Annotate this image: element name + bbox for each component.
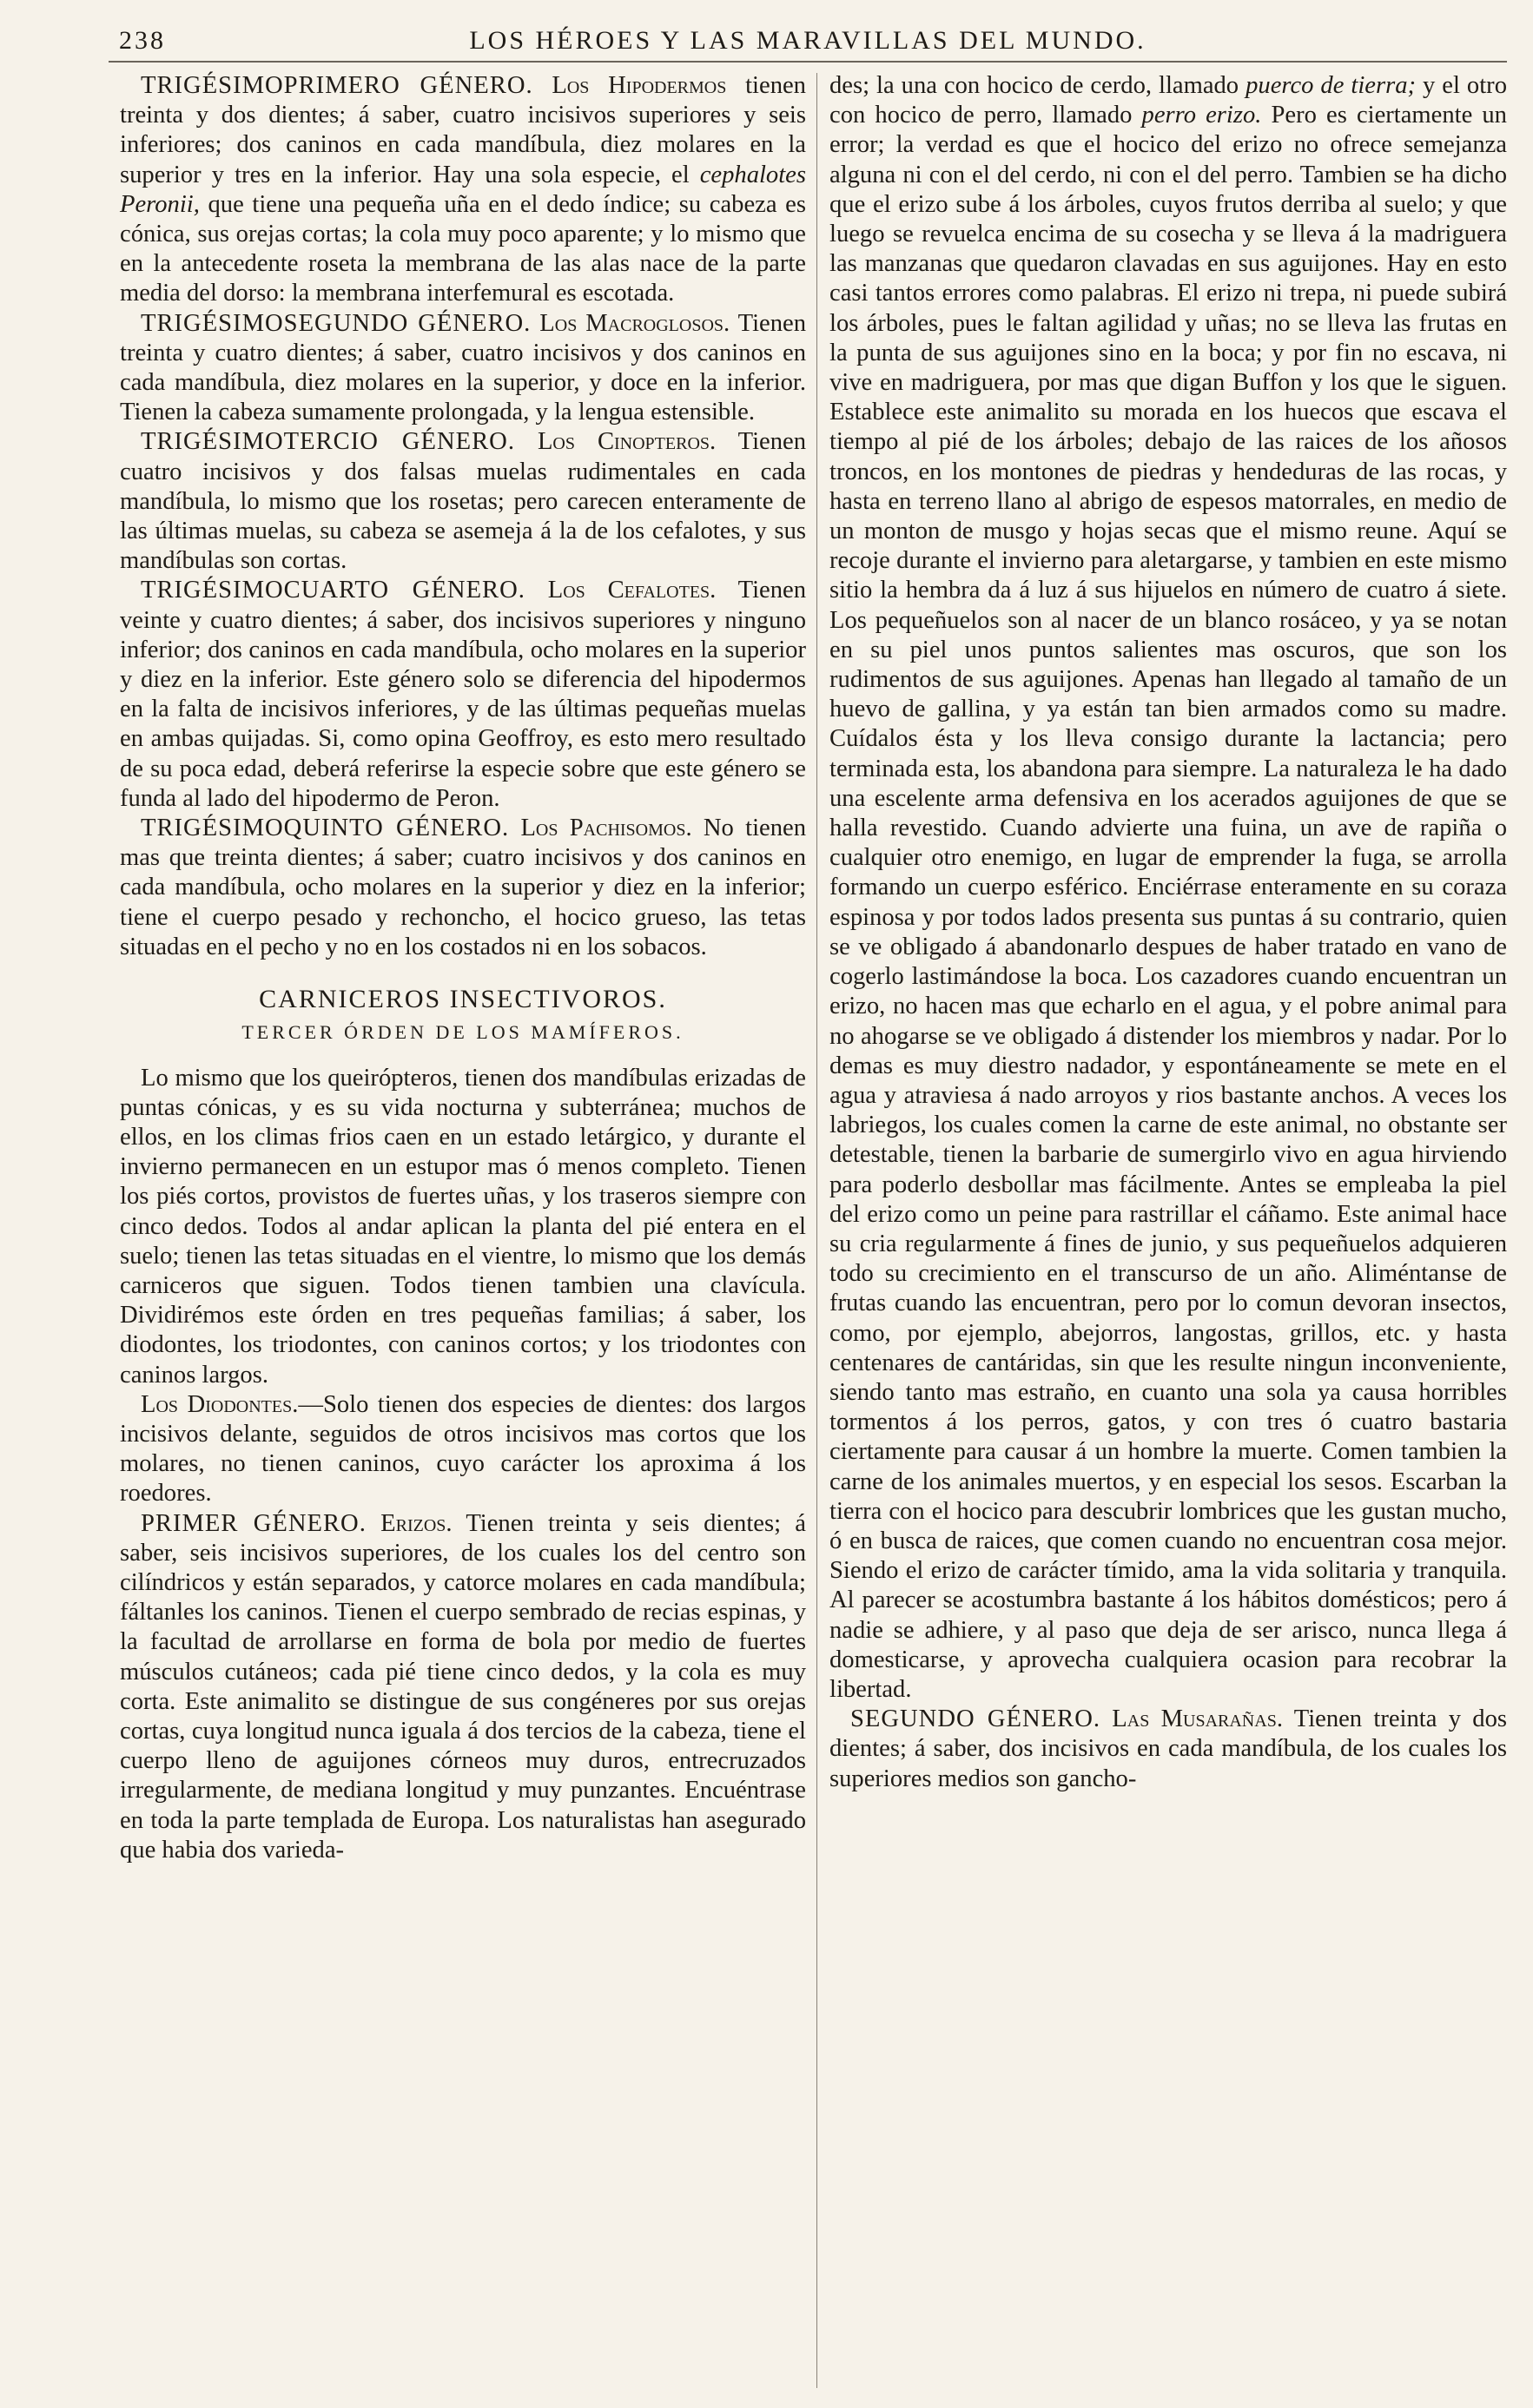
paragraph-musaranas: SEGUNDO GÉNERO. Las Musarañas. Tienen treinta y dos dientes; á saber, dos incisivos en cada mandíbula, de los cuales los superiores medios son gancho- [829,1705,1507,1792]
paragraph-hipodermos: TRIGÉSIMOPRIMERO GÉNERO. Los Hipodermos tienen treinta y dos dientes; á saber, cuatro incisivos superiores y seis inferiores; dos caninos en cada mandíbula, diez molares en la superior y tres en la inferior. Hay una sola especie, el cephalotes Peronii, que tiene una pequeña uña en el dedo índice; su cabeza es cónica, sus orejas cortas; la cola muy poco aparente; y lo mismo que en la antecedente roseta la membrana de las alas nace de la parte media del dorso: la membrana interfemural es escotada. [120,72,806,307]
section-title: CARNICEROS INSECTIVOROS. [259,985,667,1014]
paragraph-cefalotes: TRIGÉSIMOCUARTO GÉNERO. Los Cefalotes. Tienen veinte y cuatro dientes; á saber, dos incisivos superiores y ninguno inferior; dos caninos en cada mandíbula, ocho molares en la superior y diez en la inferior. Este género solo se diferencia del hipodermos en la falta de incisivos inferiores, y de las últimas pequeñas muelas en ambas quijadas. Si, como opina Geoffroy, es esto mero resultado de su poca edad, deberá referirse la especie sobre que este género se funda al lado del hipodermo de Peron. [120,577,807,812]
page-number: 238 [119,26,166,55]
section-subtitle: TERCER ÓRDEN DE LOS MAMÍFEROS. [241,1021,684,1044]
paragraph-diodontes: Los Diodontes.—Solo tienen dos especies de dientes: dos largos incisivos delante, seguidos de otros incisivos mas cortos que los molares, no tienen caninos, cuyo carácter los aproxima á los roedores. [120,1390,806,1507]
running-title: LOS HÉROES Y LAS MARAVILLAS DEL MUNDO. [469,26,1146,55]
header-rule [109,61,1507,63]
paragraph-insectivoros-intro: Lo mismo que los queirópteros, tienen dos mandíbulas erizadas de puntas cónicas, y es su vida nocturna y subterránea; muchos de ellos, en los climas frios caen en un estado letárgico, y durante el invierno permanecen en un estupor mas ó menos completo. Tienen los piés cortos, provistos de fuertes uñas, y los traseros siempre con cinco dedos. Todos al andar aplican la planta del pié entera en el suelo; tienen las tetas situadas en el vientre, lo mismo que los demás carniceros que siguen. Todos tienen tambien una clavícula. Dividirémos este órden en tres pequeñas familias; á saber, los diodontes, los triodontes, con caninos cortos; y los triodontes con caninos largos. [120,1064,806,1389]
paragraph-erizos: PRIMER GÉNERO. Erizos. Tienen treinta y seis dientes; á saber, seis incisivos superiores, de los cuales los del centro son cilíndricos y están separados, y catorce molares en cada mandíbula; fáltanles los caninos. Tienen el cuerpo sembrado de recias espinas, y la facultad de arrollarse en forma de bola por medio de fuertes músculos cutáneos; cada pié tiene cinco dedos, y la cola es muy corta. Este animalito se distingue de sus congéneres por sus orejas cortas, cuya longitud nunca iguala á dos tercios de la cabeza, tiene el cuerpo lleno de aguijones córneos muy duros, entrecruzados irregularmente, de mediana longitud y muy punzantes. Encuéntrase en toda la parte templada de Europa. Los naturalistas han asegurado que habia dos varieda- [120,1509,806,1864]
page-header [109,19,1507,63]
column-divider [816,73,817,2388]
paragraph-cinopteros: TRIGÉSIMOTERCIO GÉNERO. Los Cinopteros. Tienen cuatro incisivos y dos falsas muelas rudimentales en cada mandíbula, lo mismo que los rosetas; pero carecen enteramente de las últimas muelas, su cabeza se asemeja á la de los cefalotes, y sus mandíbulas son cortas. [120,428,807,575]
paragraph-pachisomos: TRIGÉSIMOQUINTO GÉNERO. Los Pachisomos. No tienen mas que treinta dientes; á saber; cuatro incisivos y dos caninos en cada mandíbula, ocho molares en la superior y diez en la inferior; tiene el cuerpo pesado y rechoncho, el hocico grueso, las tetas situadas en el pecho y no en los costados ni en los sobacos. [120,815,807,960]
left-column [120,71,806,1865]
paragraph-macroglosos: TRIGÉSIMOSEGUNDO GÉNERO. Los Macroglosos. Tienen treinta y cuatro dientes; á saber, cuatro incisivos y dos caninos en cada mandíbula, diez molares en la superior, y doce en la inferior. Tienen la cabeza sumamente prolongada, y la lengua estensible. [120,309,806,426]
paragraph-erizo-continued: des; la una con hocico de cerdo, llamado puerco de tierra; y el otro con hocico de perro, llamado perro erizo. Pero es ciertamente un error; la verdad es que el hocico del erizo no ofrece semejanza alguna ni con el del cerdo, ni con el del perro. Tambien se ha dicho que el erizo sube á los árboles, cuyos frutos derriba al suelo; y que luego se revuelca encima de su cosecha y se lleva á la madriguera las manzanas que quedaron clavadas en sus aguijones. Hay en esto casi tantos errores como palabras. El erizo ni trepa, ni puede subirá los árboles, pues le faltan agilidad y uñas; no se lleva las frutas en la punta de sus aguijones sino en la boca; y por fin no escava, ni vive en madriguera, por mas que digan Buffon y los que le siguen. Establece este animalito su morada en los huecos que escava el tiempo al pié de los árboles; debajo de las raices de los añosos troncos, en los montones de piedras y hendeduras de las rocas, y hasta en terreno llano al abrigo de espesos matorrales, en medio de un monton de musgo y hojas secas que el mismo reune. Aquí se recoje durante el invierno para aletargarse, y tambien en este mismo sitio la hembra da á luz á sus hijuelos en número de cuatro á siete. Los pequeñuelos son al nacer de un blanco rosáceo, y ya se notan en su piel unos puntos salientes mas oscuros, que son los rudimentos de sus aguijones. Apenas han llegado al tamaño de un huevo de gallina, y ya están tan bien armados como su madre. Cuídalos ésta y los lleva consigo durante la lactancia; pero terminada esta, los abandona para siempre. La naturaleza le ha dado una escelente arma defensiva en los acerados aguijones de que se halla revestido. Cuando advierte una fuina, un ave de rapiña o cualquier otro enemigo, en lugar de emprender la fuga, se arrolla formando un cuerpo esférico. Enciérrase enteramente en su coraza espinosa y por todos lados presenta sus puntas á su contrario, quien se ve obligado á abandonarlo despues de haber tratado en vano de cogerlo lastimándose la boca. Los cazadores cuando encuentran un erizo, no hacen mas que echarlo en el agua, y el pobre animal para no ahogarse se ve obligado á distender los miembros y nadar. Por lo demas es muy diestro nadador, y espontáneamente se mete en el agua y atraviesa á nado arroyos y rios bastante anchos. A veces los labriegos, los cuales comen la carne de este animal, no obstante ser detestable, tienen la barbarie de sumergirlo vivo en agua hirviendo para poderlo desbollar mas fácilmente. Antes se empleaba la piel del erizo como un peine para rastrillar el cáñamo. Este animal hace su cria regularmente á fines de junio, y sus pequeñuelos adquieren todo su crecimiento en el transcurso de un año. Aliméntanse de frutas cuando las encuentran, pero por lo comun devoran insectos, como, por ejemplo, abejorros, langostas, grillos, etc. y hasta centenares de cantáridas, sin que les resulte ningun inconveniente, siendo tanto mas estraño, en cuanto una sola ya causa horribles tormentos á los perros, gatos, y con tres ó cuatro bastaria ciertamente para causar á un hombre la muerte. Comen tambien la carne de los animales muertos, y en especial los sesos. Escarban la tierra con el hocico para descubrir lombrices que les gustan mucho, ó en busca de raices, que comen cuando no encuentran cosa mejor. Siendo el erizo de carácter tímido, ama la vida solitaria y tranquila. Al parecer se acostumbra bastante á los hábitos domésticos; pero á nadie se adhiere, y al paso que deja de ser arisco, nunca llega á domesticarse, y aprovecha cualquiera ocasion para recobrar la libertad. [829,72,1507,1703]
right-column [829,71,1507,1794]
